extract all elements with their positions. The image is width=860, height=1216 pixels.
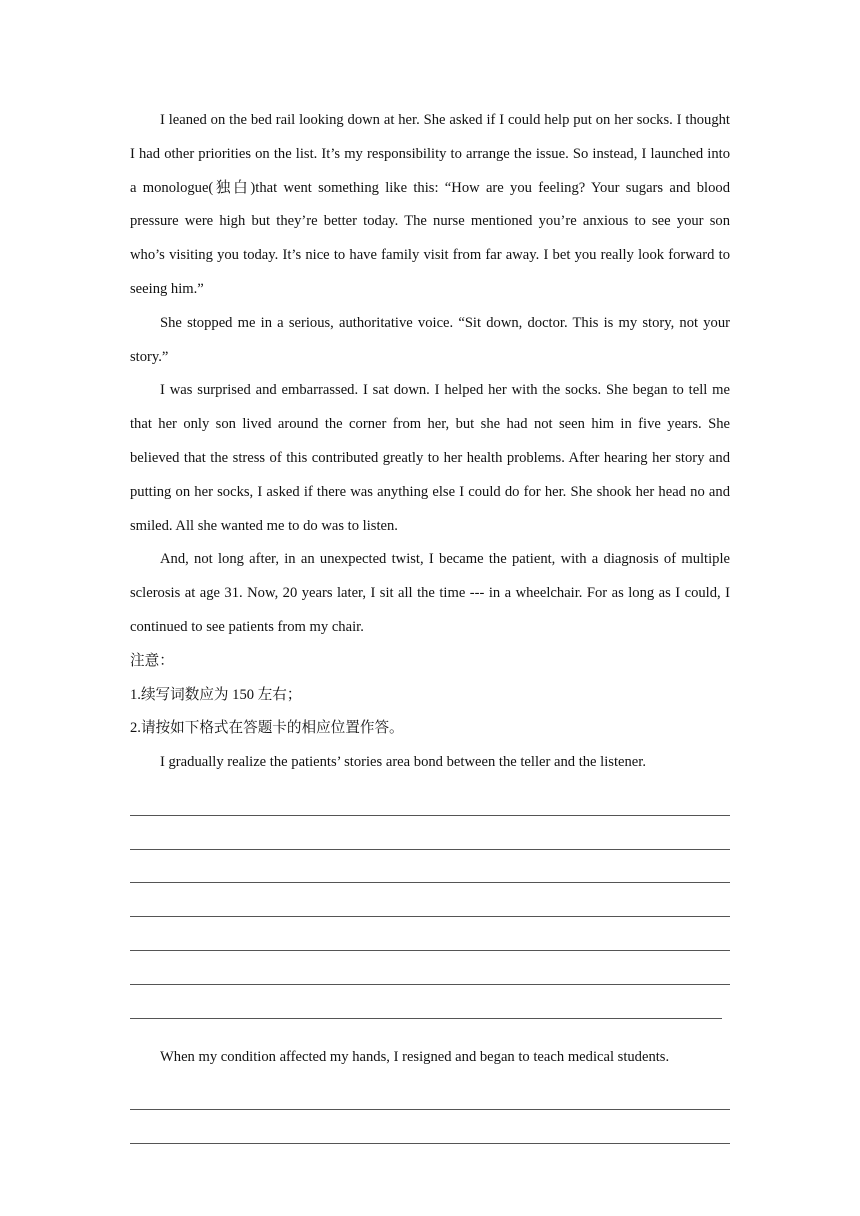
answer-line[interactable] <box>130 828 730 862</box>
continuation-prompt-1: I gradually realize the patients’ stories area bond between the teller and the listener. <box>160 754 646 771</box>
answer-lines-block-1 <box>130 794 730 1031</box>
story-paragraph-3: I was surprised and embarrassed. I sat down. I helped her with the socks. She began to tell me that her only son lived around the corner from her, but she had not seen him in five years. She believed that the stress of this contributed greatly to her health problems. After hearing her story and putting on her socks, I asked if there was anything else I could do for her. She shook her head no and smiled. All she wanted me to do was to listen. <box>130 382 730 534</box>
continuation-prompt-2: When my condition affected my hands, I resigned and began to teach medical students. <box>160 1048 670 1065</box>
answer-lines-block-2 <box>130 1088 730 1156</box>
story-paragraph-1: I leaned on the bed rail looking down at her. She asked if I could help put on her socks. I thought I had other priorities on the list. It’s my responsibility to arrange the issue. So instead, I launched into a monologue(独白)that went something like this: “How are you feeling? Your sugars and blood pressure were high but they’re better today. The nurse mentioned you’re anxious to see your son who’s visiting you today. It’s nice to have family visit from far away. I bet you really look forward to seeing him.” <box>130 112 730 297</box>
story-paragraph-2: She stopped me in a serious, authoritative voice. “Sit down, doctor. This is my story, not your story.” <box>130 314 730 365</box>
answer-line[interactable] <box>130 929 730 963</box>
answer-line[interactable] <box>130 1088 730 1122</box>
answer-line[interactable] <box>130 997 730 1031</box>
answer-line[interactable] <box>130 862 730 896</box>
answer-line[interactable] <box>130 794 730 828</box>
answer-line[interactable] <box>130 1122 730 1156</box>
story-paragraph-4: And, not long after, in an unexpected twist, I became the patient, with a diagnosis of multiple sclerosis at age 31. Now, 20 years later, I sit all the time --- in a wheelchair. For as long as I could, I continued to see patients from my chair. <box>130 551 730 635</box>
notes-item-word-count: 1.续写词数应为 150 左右； <box>130 686 302 703</box>
worksheet-page <box>130 104 730 1156</box>
section-gap <box>130 1031 730 1041</box>
notes-title: 注意： <box>130 652 174 669</box>
answer-line[interactable] <box>130 963 730 997</box>
notes-item-format: 2.请按如下格式在答题卡的相应位置作答。 <box>130 720 404 737</box>
answer-line[interactable] <box>130 895 730 929</box>
